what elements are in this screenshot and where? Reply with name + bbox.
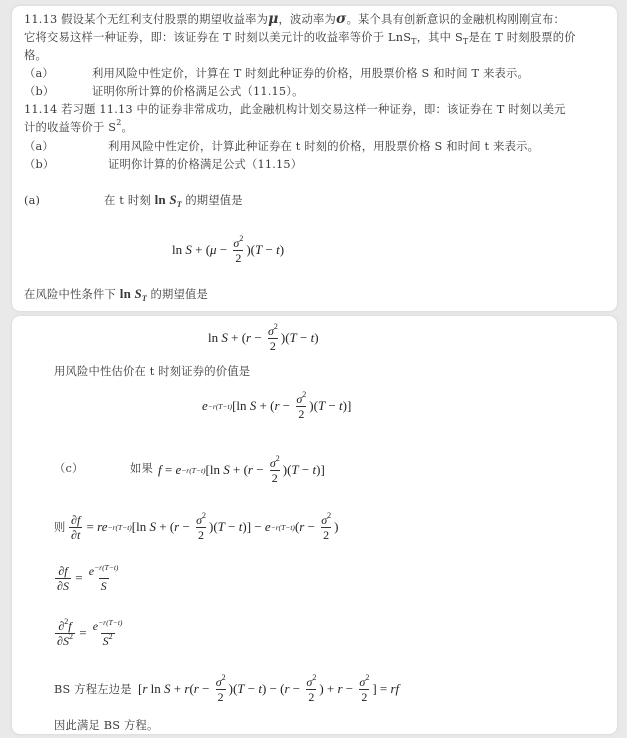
subscript: T [411,37,417,46]
part-text: 利用风险中性定价，计算在 T 时刻此种证券的价格，用股票价格 S 和时间 T 来表示。 [92,67,530,80]
part-label: （a） [24,140,54,153]
value-text-line [54,364,250,379]
text-fragment: 。某个具有创新意识的金融机构刚刚宣布： [346,13,566,26]
text-fragment: 则 [54,521,66,534]
text-fragment: 用风险中性估价在 t 时刻证券的价值是 [54,365,251,378]
f-definition-formula: f = e −r(T−t) [ln S + ( r − $\frac{\sigma^2}{2}$ )( T − t )] [158,453,325,485]
problem-11-13-part-a [24,66,529,81]
risk-neutral-line [24,286,208,302]
text-fragment: 在 t 时刻 [104,194,151,207]
problem-11-13-line-2 [24,30,576,45]
problem-11-13-line-1 [24,12,565,27]
expectation-formula-risk-neutral: ln S + ( r − $\frac{\sigma^2}{2}$ )( T − t ) [208,321,319,353]
problem-11-13-line-3 [24,48,47,63]
text-fragment: 格。 [24,49,47,62]
ln-st-expression: $\ln S_T$ [119,286,148,303]
part-text: 证明你计算的价格满足公式（11.15） [108,158,303,171]
part-label: （a） [24,67,54,80]
security-value-formula: e −r(T−t) [ln S + ( r − $\frac{\sigma^2}{2}$ )( T − t )] [202,389,352,421]
bs-equation-formula: [ r ln S + r ( r − $\frac{\sigma^2}{2}$ )( T − t ) − ( r − $\frac{\sigma^2}{2}$ ) + r − $\frac{\sigma^2}{2}$ ] = rf [138,672,400,704]
expectation-formula-real-world: ln S + ( μ − $\frac{\sigma^2}{2}$ )( T − t ) [172,233,285,265]
d2f-ds2-formula: $\frac{\partial^2f}{\partial S^2}$ = $\frac{e^{-r(T-t)}}{S^2}$ [57,616,123,648]
conclusion-line [54,718,159,733]
text-fragment: 计的收益等价于 S [24,121,117,134]
part-label: (a) [24,194,41,207]
problem-11-14-part-a [24,139,539,154]
part-c-text [130,461,153,476]
text-fragment: 在风险中性条件下 [24,288,116,301]
df-dt-formula: $\frac{\partial f}{\partial t}$ = re −r(T−t) [ln S + ( r − $\frac{\sigma^2}{2}$ )( T − t )] − e −r(T−t) ( r − $\frac{\sigma^2}{2}$ ) [71,510,339,542]
text-fragment: 11.14 若习题 11.13 中的证券非常成功，此金融机构计划交易这样一种证券，即：该证券在 T 时刻以美元 [24,103,566,116]
subscript: T [462,37,469,46]
text-fragment: 如果 [130,462,153,475]
part-text: 利用风险中性定价，计算此种证券在 t 时刻的价格，用股票价格 S 和时间 t 来表示。 [108,140,540,153]
problem-11-14-line-1 [24,102,566,117]
question-card [12,6,617,311]
solution-card [12,316,617,734]
text-fragment: 。 [121,121,134,134]
text-fragment: ，波动率为 [278,13,337,26]
text-fragment: 的期望值是 [185,194,243,207]
text-fragment: BS 方程左边是 [54,683,132,696]
problem-11-13-intro: 11.13 假设某个无红利支付股票的期望收益率为 [24,13,269,26]
text-fragment: 它将交易这样一种证券，即：该证券在 T 时刻以美元计的收益率等价于 LnS [24,31,412,44]
problem-11-14-line-2 [24,120,133,135]
part-c-label [54,461,84,476]
problem-11-14-part-b [24,157,302,172]
bs-left-label [54,682,132,697]
sigma-symbol: σ [336,11,347,27]
part-label: （c） [54,462,84,475]
ln-st-expression: $\ln S_T$ [154,192,182,209]
text-fragment: 因此满足 BS 方程。 [54,719,159,732]
part-label: （b） [24,85,55,98]
mu-symbol: μ [268,11,279,27]
solution-a-line [24,192,243,208]
part-text: 证明你所计算的价格满足公式（11.15）。 [92,85,304,98]
text-fragment: ，其中 S [416,31,463,44]
problem-11-13-part-b [24,84,304,99]
df-ds-formula: $\frac{\partial f}{\partial S}$ = $\frac{e^{-r(T-t)}}{S}$ [57,563,119,593]
part-label: （b） [24,158,55,171]
text-fragment: 的期望值是 [150,288,208,301]
text-fragment: 是在 T 时刻股票的价 [468,31,576,44]
superscript: 2 [116,118,122,127]
then-label [54,520,66,535]
